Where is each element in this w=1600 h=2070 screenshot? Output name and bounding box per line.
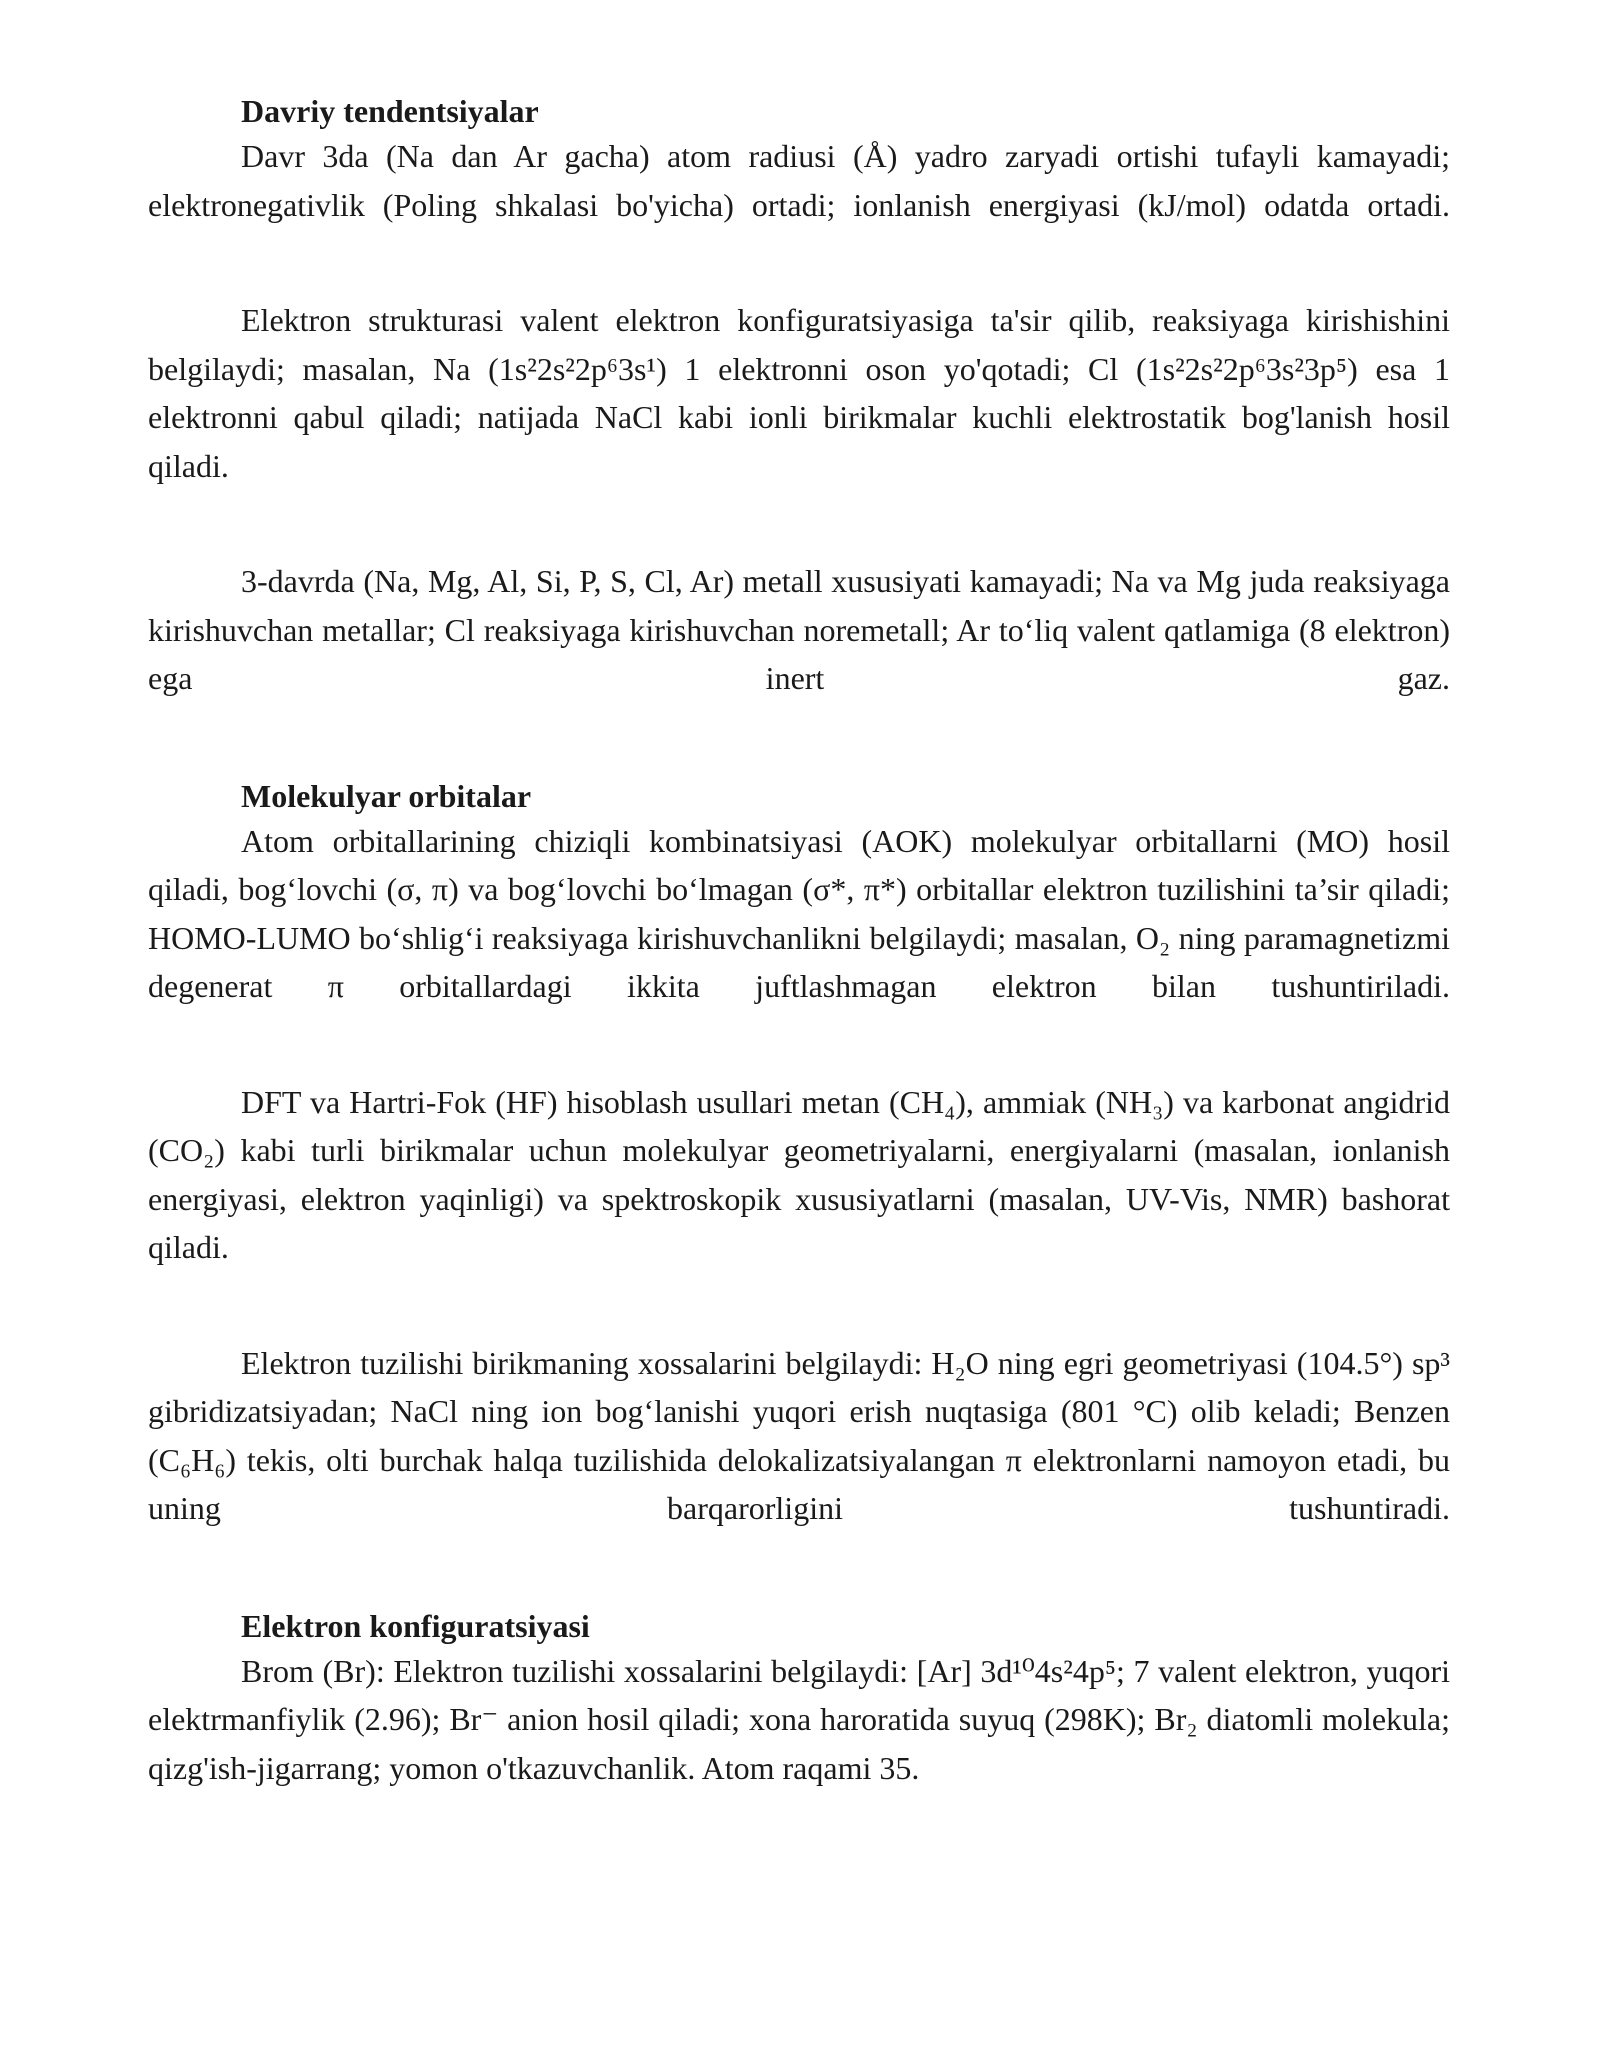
paragraph-periodic-trends-3: 3-davrda (Na, Mg, Al, Si, P, S, Cl, Ar) metall xususiyati kamayadi; Na va Mg juda reaksiyaga kirishuvchan metallar; Cl reaksiyaga kirishuvchan noremetall; Ar to‘liq valent qatlamiga (8 elektron) ega inert gaz. xyxy=(148,563,1450,696)
paragraph-molecular-orbitals-3: Elektron tuzilishi birikmaning xossalarini belgilaydi: H₂O ning egri geometriyasi (104.5°) sp³ gibridizatsiyadan; NaCl ning ion bog‘lanishi yuqori erish nuqtasiga (801 °C) olib keladi; Benzen (C₆H₆) tekis, olti burchak halqa tuzilishida delokalizatsiyalangan π elektronlarni namoyon etadi, bu uning barqarorligini tushuntiradi. xyxy=(148,1344,1450,1526)
document-page xyxy=(148,90,1450,1792)
paragraph-molecular-orbitals-1: Atom orbitallarining chiziqli kombinatsiyasi (AOK) molekulyar orbitallarni (MO) hosil qiladi, bog‘lovchi (σ, π) va bog‘lovchi bo‘lmagan (σ*, π*) orbitallar elektron tuzilishini ta’sir qiladi; HOMO-LUMO bo‘shlig‘i reaksiyaga kirishuvchanlikni belgilaydi; masalan, O₂ ning paramagnetizmi degenerat π orbitallardagi ikkita juftlashmagan elektron bilan tushuntiriladi. xyxy=(148,822,1450,1004)
paragraph-molecular-orbitals-2: DFT va Hartri-Fok (HF) hisoblash usullari metan (CH₄), ammiak (NH₃) va karbonat angidrid (CO₂) kabi turli birikmalar uchun molekulyar geometriyalarni, energiyalarni (masalan, ionlanish energiyasi, elektron yaqinligi) va spektroskopik xususiyatlarni (masalan, UV-Vis, NMR) bashorat qiladi. xyxy=(148,1083,1450,1265)
section-heading-electron-configuration: Elektron konfiguratsiyasi xyxy=(241,1607,590,1644)
paragraph-electron-configuration-1: Brom (Br): Elektron tuzilishi xossalarini belgilaydi: [Ar] 3d¹⁰4s²4p⁵; 7 valent elektron, yuqori elektrmanfiylik (2.96); Br⁻ anion hosil qiladi; xona haroratida suyuq (298K); Br₂ diatomli molekula; qizg'ish-jigarrang; yomon o'tkazuvchanlik. Atom raqami 35. xyxy=(148,1652,1450,1786)
paragraph-periodic-trends-2: Elektron strukturasi valent elektron konfiguratsiyasiga ta'sir qilib, reaksiyaga kirishishini belgilaydi; masalan, Na (1s²2s²2p⁶3s¹) 1 elektronni oson yo'qotadi; Cl (1s²2s²2p⁶3s²3p⁵) esa 1 elektronni qabul qiladi; natijada NaCl kabi ionli birikmalar kuchli elektrostatik bog'lanish hosil qiladi. xyxy=(148,302,1450,484)
section-heading-molecular-orbitals: Molekulyar orbitalar xyxy=(241,777,532,814)
section-heading-periodic-trends: Davriy tendentsiyalar xyxy=(241,93,539,129)
paragraph-periodic-trends-1: Davr 3da (Na dan Ar gacha) atom radiusi (Å) yadro zaryadi ortishi tufayli kamayadi; elektronegativlik (Poling shkalasi bo'yicha) ortadi; ionlanish energiyasi (kJ/mol) odatda ortadi. xyxy=(148,138,1450,223)
